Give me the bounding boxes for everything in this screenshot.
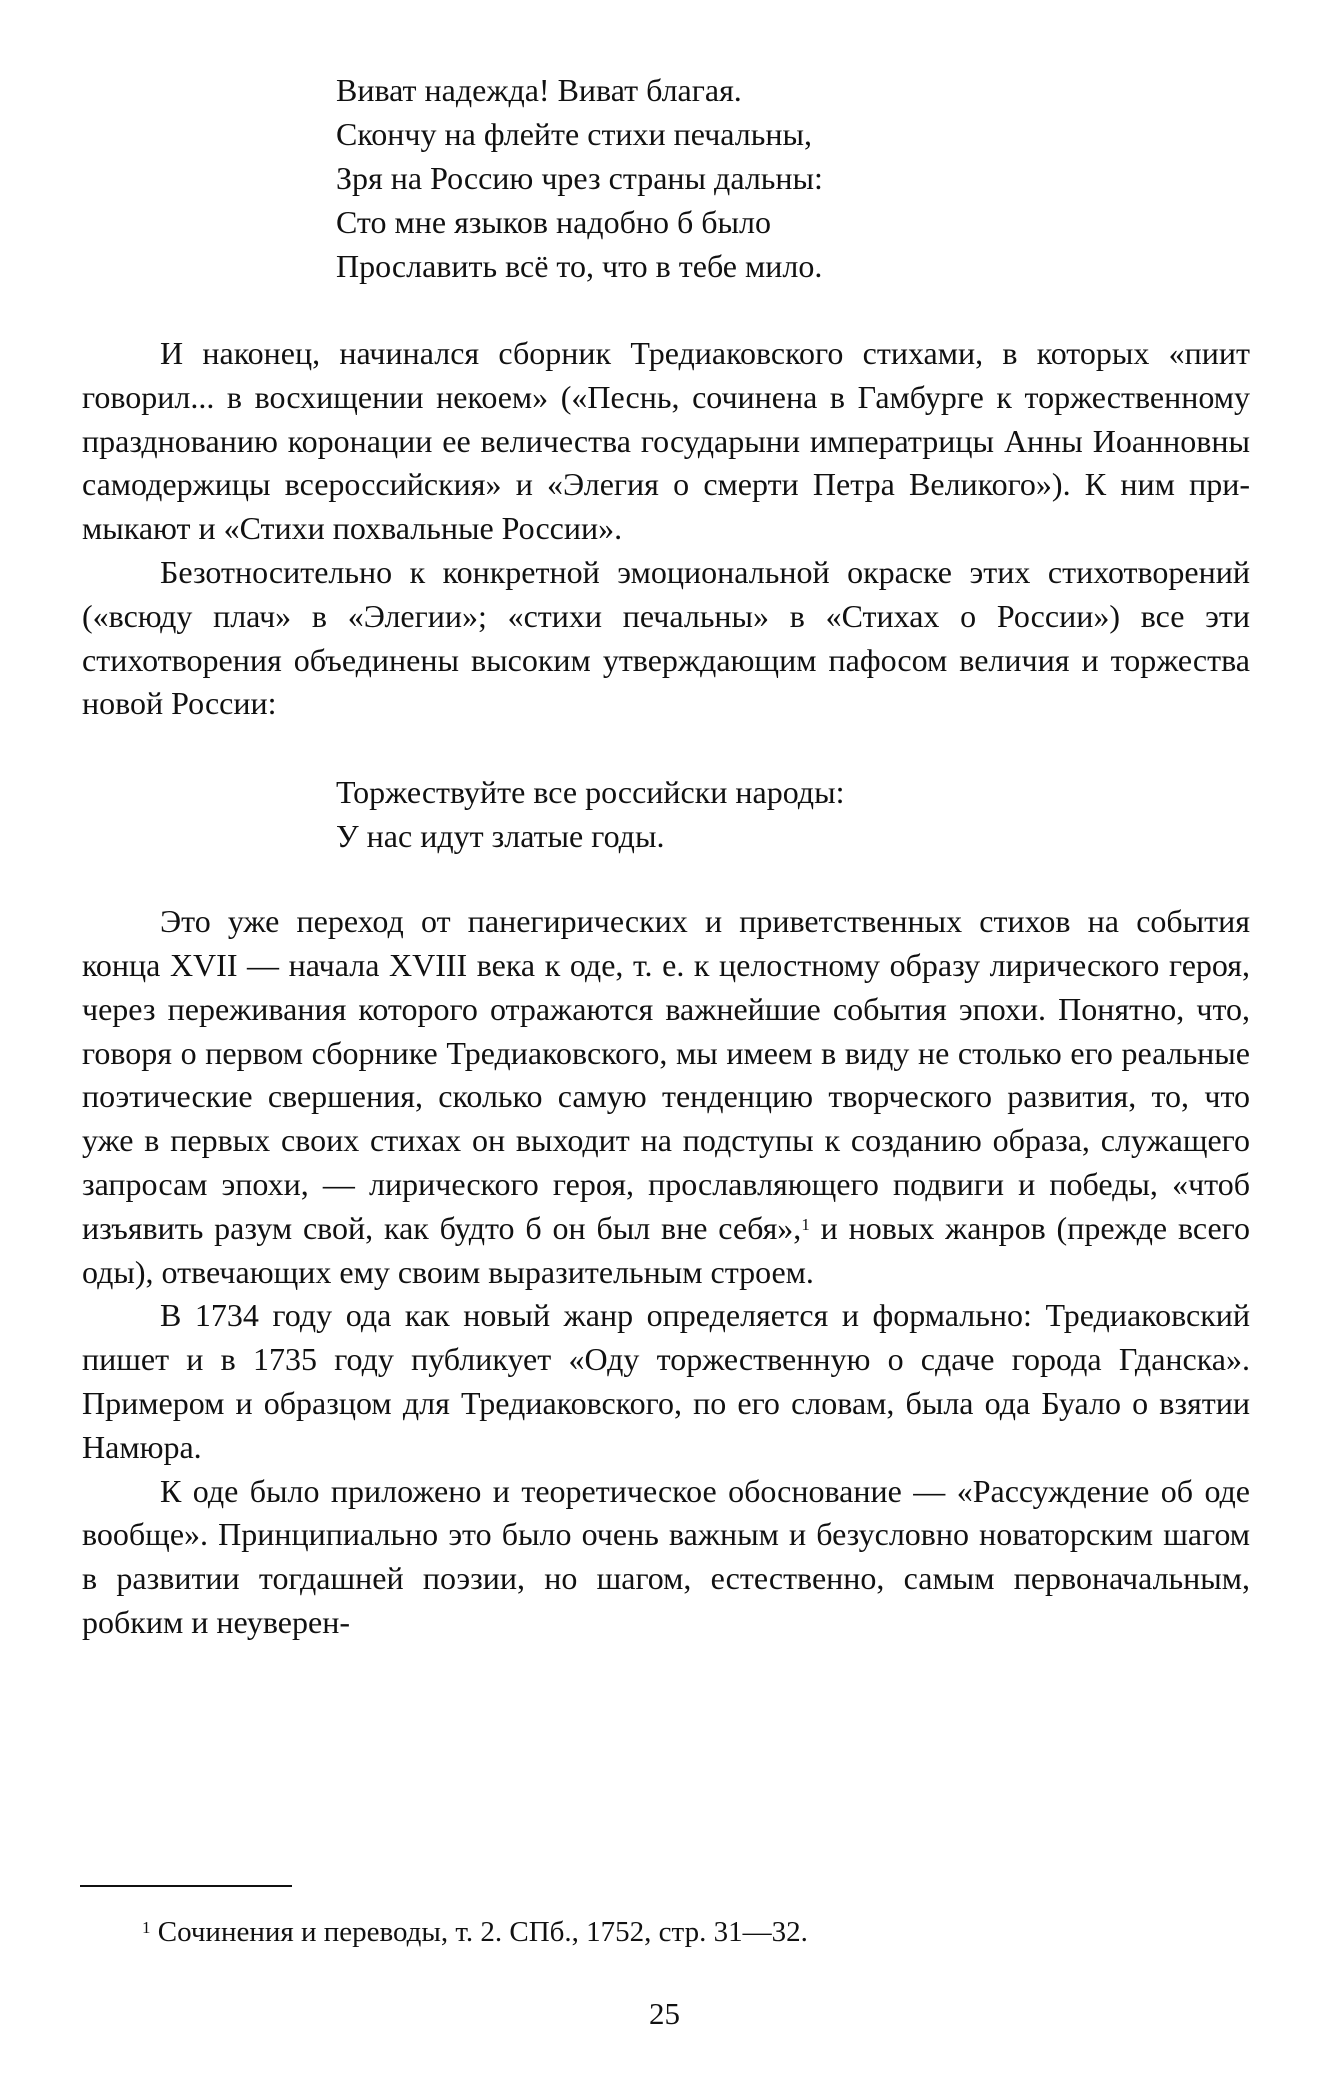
footnote-mark: 1	[142, 1918, 151, 1937]
paragraph: И наконец, начинался сборник Тредиаковского стихами, в которых «пиит говорил... в восхищении некоем» («Песнь, сочинена в Гамбурге к торжественному празднованию коронации ее величества государыни императрицы Анны Иоанновны самодержицы всероссийския» и «Элегия о смерти Петра Великого»). К ним примыкают и «Стихи похвальные России».	[82, 335, 1250, 547]
verse-block-1	[336, 68, 1250, 288]
paragraph-text: и новых жанров (прежде всего оды), отвечающих ему своим выразительным строем.	[82, 1209, 1251, 1290]
paragraph: В 1734 году ода как новый жанр определяется и формально: Тредиаковский пишет и в 1735 году публикует «Оду торжественную о сдаче города Гданска». Примером и образцом для Тредиаковского, по его словам, была ода Буало о взятии Намюра.	[82, 1297, 1250, 1465]
paragraph: Безотносительно к конкретной эмоциональной окраске этих стихотворений («всюду плач» в «Элегии»; «стихи печальны» в «Стихах о России») все эти стихотворения объединены высоким утверждающим пафосом величия и торжества новой России:	[82, 553, 1250, 722]
footnote	[142, 1914, 808, 1950]
paragraph	[82, 900, 1250, 1294]
verse-line: Виват надежда! Виват благая.	[336, 72, 742, 108]
verse-line: Скончу на флейте стихи печальны,	[336, 116, 812, 152]
paragraph-text: Это уже переход от панегирических и приветственных стихов на события конца XVII — начала XVIII века к оде, т. е. к целостному образу лирического героя, через переживания которого отражаются важнейшие события эпохи. Понятно, что, говоря о первом сборнике Тредиаковского, мы имеем в виду не столько его реальные поэтические свершения, сколько самую тенденцию творческого развития, то, что уже в первых своих стихах он выходит на подступы к созданию образа, служащего запросам эпохи, — лирического героя, прославляющего подвиги и победы, «чтоб изъявить разум свой, как будто б он был вне себя»,	[82, 903, 1250, 1246]
prose-block-2	[82, 900, 1250, 1645]
verse-block-2	[336, 770, 1250, 858]
prose-block-1	[82, 332, 1250, 726]
page-number: 25	[649, 1996, 680, 2031]
verse-line: Зря на Россию чрез страны дальны:	[336, 160, 823, 196]
paragraph: К оде было приложено и теоретическое обоснование — «Рассуждение об оде вообще». Принципиально это было очень важным и безусловно новаторским шагом в развитии тогдашней поэзии, но шагом, естественно, самым первоначальным, робким и неуверен-	[82, 1472, 1250, 1640]
footnote-separator	[80, 1885, 292, 1887]
verse-line: Торжествуйте все российски народы:	[336, 774, 845, 811]
footnote-text: Сочинения и переводы, т. 2. СПб., 1752, стр. 31—32.	[157, 1916, 808, 1948]
verse-line: Сто мне языков надобно б было	[336, 204, 771, 240]
verse-line: Прославить всё то, что в тебе мило.	[336, 248, 823, 284]
verse-line: У нас идут златые годы.	[336, 818, 665, 855]
page-body	[82, 68, 1250, 1645]
footnote-reference[interactable]: 1	[801, 1214, 810, 1234]
